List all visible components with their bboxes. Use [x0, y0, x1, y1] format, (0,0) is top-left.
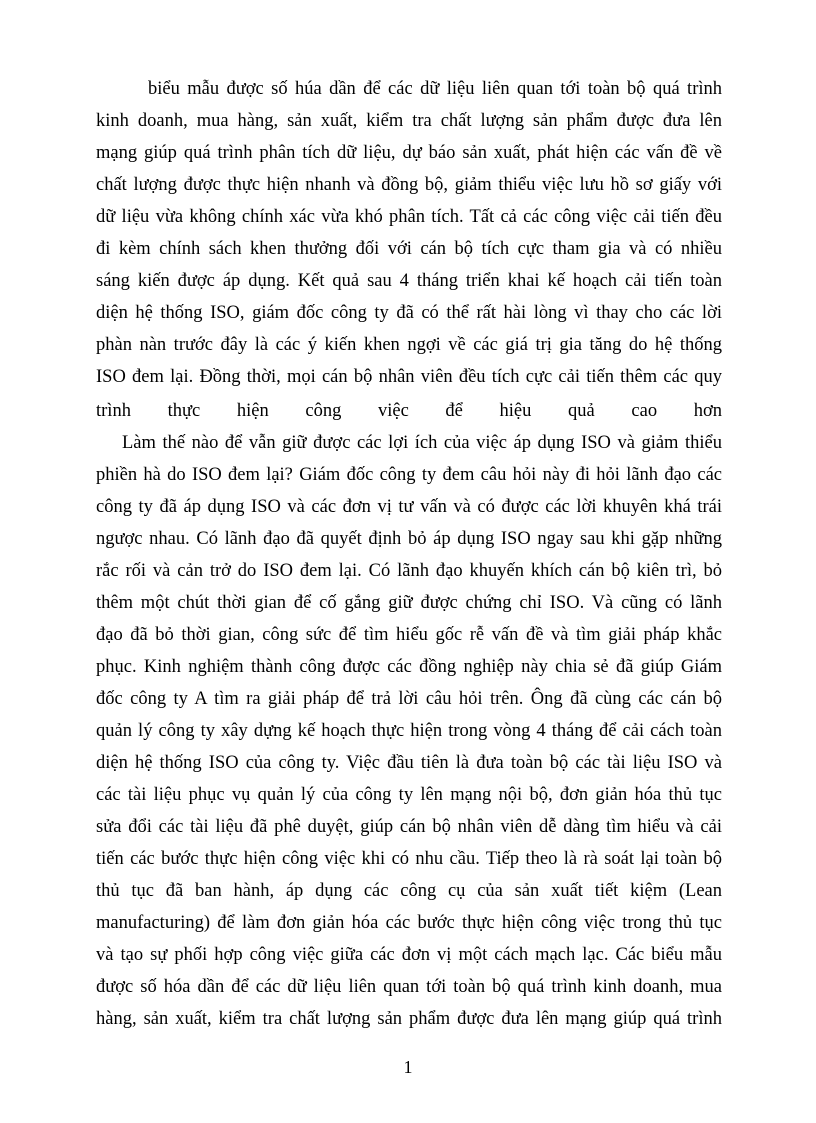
body-text-line: trình thực hiện công việc để hiệu quả cao hơn — [96, 401, 722, 421]
body-text-line: diện hệ thống ISO, giám đốc công ty đã có thể rất hài lòng vì thay cho các lời — [96, 303, 722, 323]
body-text-line: mạng giúp quá trình phân tích dữ liệu, dự báo sản xuất, phát hiện các vấn đề về — [96, 143, 722, 163]
body-text-line: thủ tục đã ban hành, áp dụng các công cụ của sản xuất tiết kiệm (Lean — [96, 881, 722, 901]
body-text-line: dữ liệu vừa không chính xác vừa khó phân tích. Tất cả các công việc cải tiến đều — [96, 207, 722, 227]
page-number: 1 — [403, 1057, 413, 1077]
body-text-line: ISO đem lại. Đồng thời, mọi cán bộ nhân viên đều tích cực cải tiến thêm các quy — [96, 367, 722, 387]
body-text-line: manufacturing) để làm đơn giản hóa các bước thực hiện công việc trong thủ tục — [96, 913, 722, 933]
paragraph-start-line: Làm thế nào để vẫn giữ được các lợi ích của việc áp dụng ISO và giảm thiểu — [122, 433, 722, 453]
body-text-line: sửa đổi các tài liệu đã phê duyệt, giúp cán bộ nhân viên dễ dàng tìm hiểu và cải — [96, 817, 722, 837]
body-text-line: quản lý công ty xây dựng kế hoạch thực hiện trong vòng 4 tháng để cải cách toàn — [96, 721, 722, 741]
body-text-line: các tài liệu phục vụ quản lý của công ty lên mạng nội bộ, đơn giản hóa thủ tục — [96, 785, 722, 805]
body-text-line: tiến các bước thực hiện công việc khi có nhu cầu. Tiếp theo là rà soát lại toàn bộ — [96, 849, 722, 869]
body-text-line: kinh doanh, mua hàng, sản xuất, kiểm tra chất lượng sản phẩm được đưa lên — [96, 111, 722, 131]
body-text-line: hàng, sản xuất, kiểm tra chất lượng sản phẩm được đưa lên mạng giúp quá trình — [96, 1009, 722, 1029]
body-text-line: thêm một chút thời gian để cố gắng giữ được chứng chỉ ISO. Và cũng có lãnh — [96, 593, 722, 613]
body-text-line: được số hóa dần để các dữ liệu liên quan tới toàn bộ quá trình kinh doanh, mua — [96, 977, 722, 997]
body-text-line: và tạo sự phối hợp công việc giữa các đơn vị một cách mạch lạc. Các biểu mẫu — [96, 945, 722, 965]
body-text-line: rắc rối và cản trở do ISO đem lại. Có lãnh đạo khuyến khích cán bộ kiên trì, bỏ — [96, 561, 722, 581]
body-text-line: ngược nhau. Có lãnh đạo đã quyết định bỏ áp dụng ISO ngay sau khi gặp những — [96, 529, 722, 549]
body-text-line: phiền hà do ISO đem lại? Giám đốc công ty đem câu hỏi này đi hỏi lãnh đạo các — [96, 465, 722, 485]
body-text-line: phục. Kinh nghiệm thành công được các đồng nghiệp này chia sẻ đã giúp Giám — [96, 657, 722, 677]
body-text-line: đốc công ty A tìm ra giải pháp để trả lời câu hỏi trên. Ông đã cùng các cán bộ — [96, 689, 722, 709]
body-text-line: phàn nàn trước đây là các ý kiến khen ngợi về các giá trị gia tăng do hệ thống — [96, 335, 722, 355]
body-text-line: đi kèm chính sách khen thưởng đối với cán bộ tích cực tham gia và có nhiều — [96, 239, 722, 259]
body-text-line: biểu mẫu được số húa dần để các dữ liệu liên quan tới toàn bộ quá trình — [148, 79, 722, 99]
body-text-line: công ty đã áp dụng ISO và các đơn vị tư vấn và có được các lời khuyên khá trái — [96, 497, 722, 517]
body-text-line: sáng kiến được áp dụng. Kết quả sau 4 tháng triển khai kế hoạch cải tiến toàn — [96, 271, 722, 291]
body-text-line: diện hệ thống ISO của công ty. Việc đầu tiên là đưa toàn bộ các tài liệu ISO và — [96, 753, 722, 773]
body-text-line: đạo đã bỏ thời gian, công sức để tìm hiểu gốc rễ vấn đề và tìm giải pháp khắc — [96, 625, 722, 645]
body-text-line: chất lượng được thực hiện nhanh và đồng bộ, giảm thiểu việc lưu hồ sơ giấy với — [96, 175, 722, 195]
